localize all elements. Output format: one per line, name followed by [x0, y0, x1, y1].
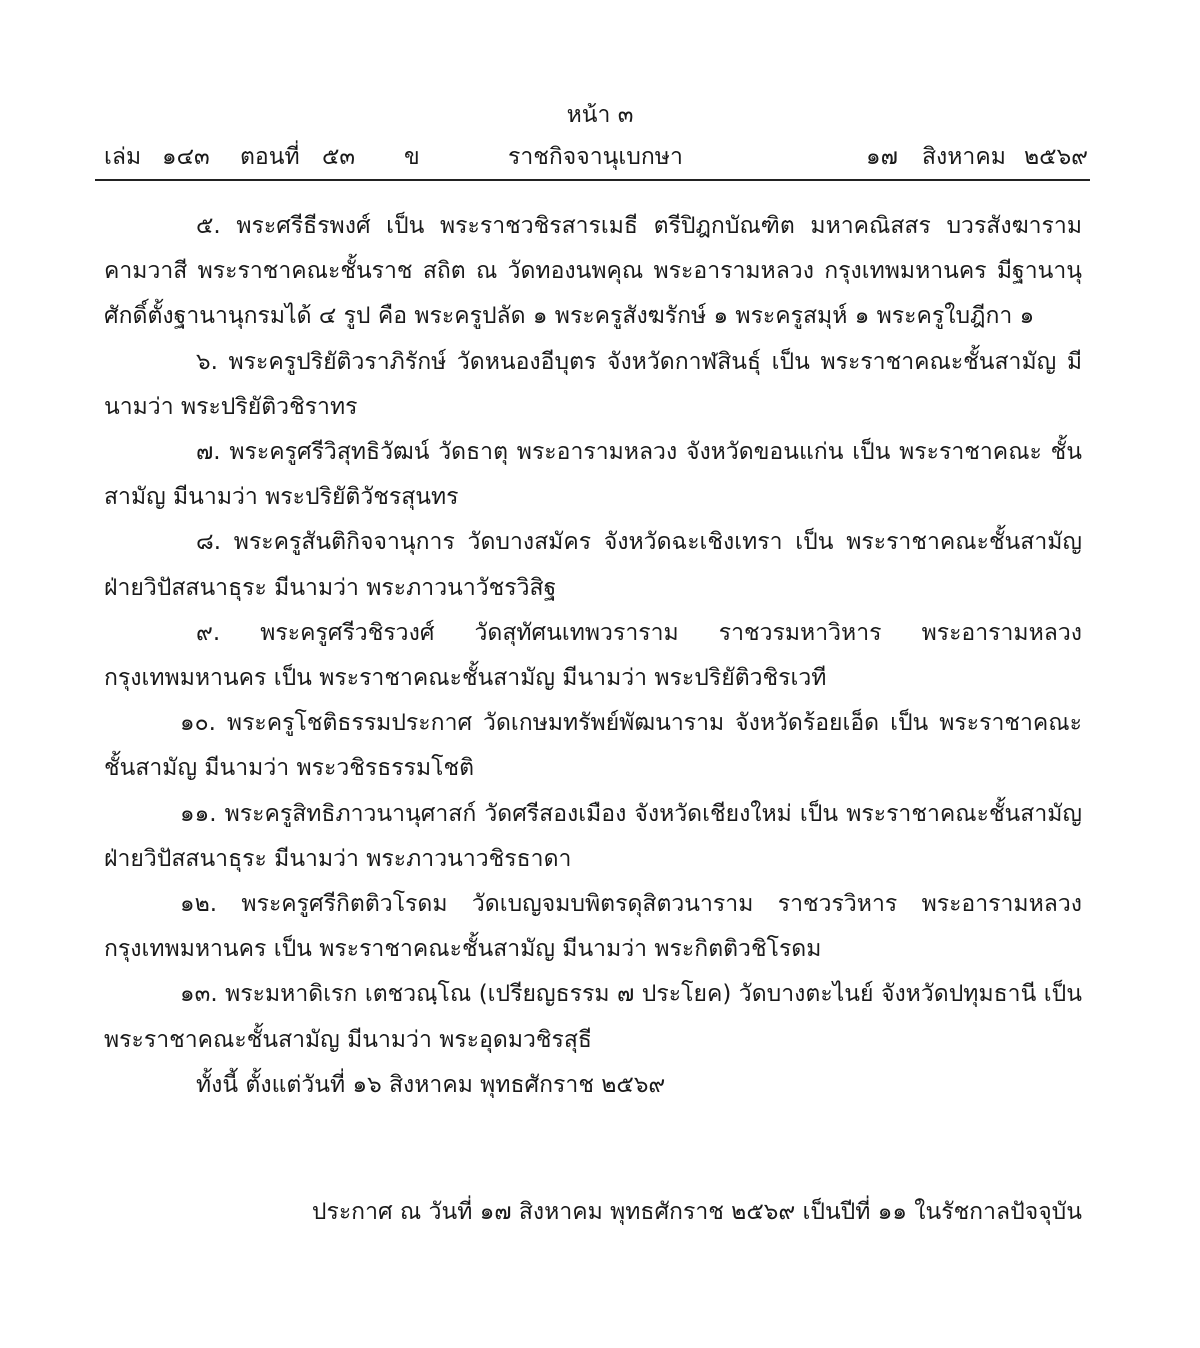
- section-label: ตอนที่: [240, 144, 300, 170]
- appointment-paragraph: ๘. พระครูสันติกิจจานุการ วัดบางสมัคร จังหวัดฉะเชิงเทรา เป็น พระราชาคณะชั้นสามัญ ฝ่ายวิปัสสนาธุระ มีนามว่า พระภาวนาวัชรวิสิฐ: [104, 529, 1082, 601]
- header-date-day: ๑๗: [866, 144, 898, 170]
- volume-label: เล่ม: [104, 144, 142, 170]
- gazette-header: [0, 140, 1200, 176]
- section-number: ๕๓: [322, 144, 356, 170]
- page-number: หน้า ๓: [566, 102, 634, 128]
- appointment-paragraph: ๖. พระครูปริยัติวราภิรักษ์ วัดหนองอีบุตร จังหวัดกาฬสินธุ์ เป็น พระราชาคณะชั้นสามัญ มีนามว่า พระปริยัติวชิราทร: [104, 348, 1082, 420]
- publication-title: ราชกิจจานุเบกษา: [508, 144, 683, 170]
- section-type: ข: [404, 144, 420, 170]
- effective-date: ทั้งนี้ ตั้งแต่วันที่ ๑๖ สิงหาคม พุทธศักราช ๒๕๖๙: [196, 1071, 666, 1098]
- appointment-paragraph: ๑๒. พระครูศรีกิตติวโรดม วัดเบญจมบพิตรดุสิตวนาราม ราชวรวิหาร พระอารามหลวง กรุงเทพมหานคร เป็น พระราชาคณะชั้นสามัญ มีนามว่า พระกิตติวชิโรดม: [104, 891, 1082, 963]
- appointment-paragraph: ๑๑. พระครูสิทธิภาวนานุศาสก์ วัดศรีสองเมือง จังหวัดเชียงใหม่ เป็น พระราชาคณะชั้นสามัญ ฝ่ายวิปัสสนาธุระ มีนามว่า พระภาวนาวชิรธาดา: [104, 800, 1082, 872]
- header-date-month: สิงหาคม: [922, 144, 1006, 170]
- appointment-paragraph: ๕. พระศรีธีรพงศ์ เป็น พระราชวชิรสารเมธี ตรีปิฎกบัณฑิต มหาคณิสสร บวรสังฆาราม คามวาสี พระราชาคณะชั้นราช สถิต ณ วัดทองนพคุณ พระอารามหลวง กรุงเทพมหานคร มีฐานานุศักดิ์ตั้งฐานานุกรมได้ ๔ รูป คือ พระครูปลัด ๑ พระครูสังฆรักษ์ ๑ พระครูสมุห์ ๑ พระครูใบฎีกา ๑: [104, 213, 1082, 330]
- appointment-paragraph: ๙. พระครูศรีวชิรวงศ์ วัดสุทัศนเทพวราราม ราชวรมหาวิหาร พระอารามหลวง กรุงเทพมหานคร เป็น พระราชาคณะชั้นสามัญ มีนามว่า พระปริยัติวชิรเวที: [104, 619, 1082, 692]
- header-date-year: ๒๕๖๙: [1024, 144, 1089, 170]
- proclamation-date: ประกาศ ณ วันที่ ๑๗ สิงหาคม พุทธศักราช ๒๕๖๙ เป็นปีที่ ๑๑ ในรัชกาลปัจจุบัน: [311, 1199, 1082, 1225]
- volume-number: ๑๔๓: [162, 144, 210, 170]
- appointment-paragraph: ๑๐. พระครูโชติธรรมประกาศ วัดเกษมทรัพย์พัฒนาราม จังหวัดร้อยเอ็ด เป็น พระราชาคณะ ชั้นสามัญ มีนามว่า พระวชิรธรรมโชติ: [104, 710, 1082, 782]
- header-divider: [95, 179, 1090, 181]
- appointment-paragraph: ๑๓. พระมหาดิเรก เตชวณฺโณ (เปรียญธรรม ๗ ประโยค) วัดบางตะไนย์ จังหวัดปทุมธานี เป็น พระราชาคณะชั้นสามัญ มีนามว่า พระอุดมวชิรสุธี: [104, 981, 1082, 1053]
- appointment-paragraph: ๗. พระครูศรีวิสุทธิวัฒน์ วัดธาตุ พระอารามหลวง จังหวัดขอนแก่น เป็น พระราชาคณะ ชั้นสามัญ มีนามว่า พระปริยัติวัชรสุนทร: [104, 439, 1082, 511]
- announcement-body: [104, 204, 1082, 1108]
